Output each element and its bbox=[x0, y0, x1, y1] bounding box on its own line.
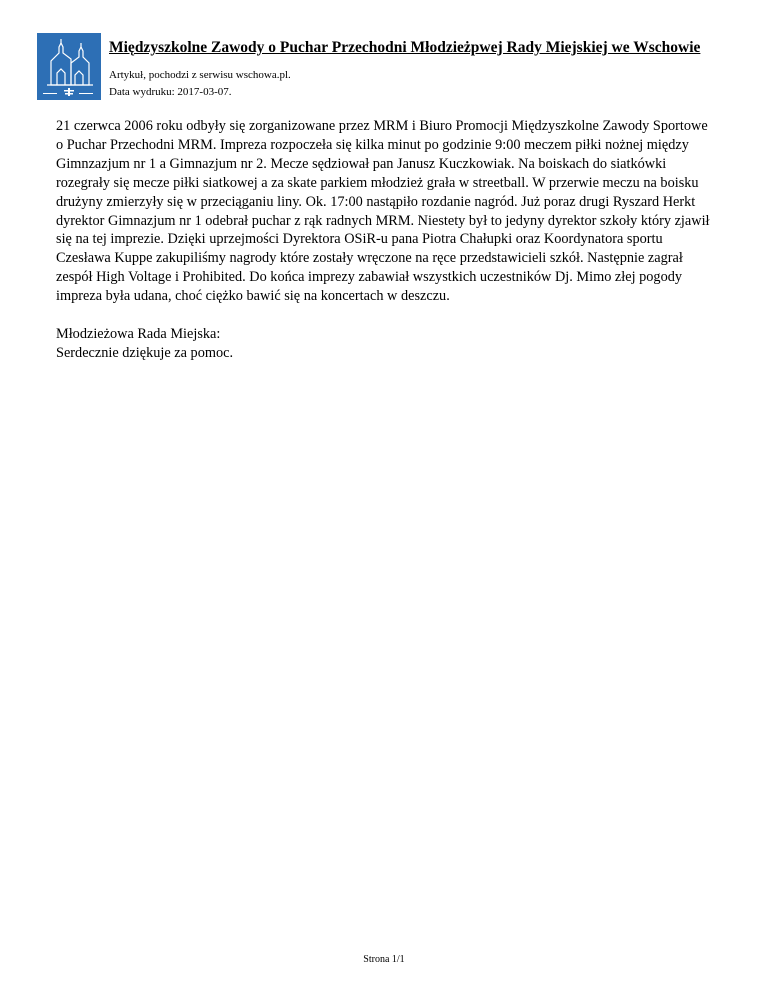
site-logo bbox=[37, 33, 101, 100]
article-body bbox=[56, 117, 716, 363]
page-number: Strona 1/1 bbox=[363, 954, 405, 965]
article-title[interactable]: Międzyszkolne Zawody o Puchar Przechodni Młodzieżpwej Rady Miejskiej we Wschowie bbox=[109, 39, 701, 56]
article-paragraph: 21 czerwca 2006 roku odbyły się zorganizowane przez MRM i Biuro Promocji Międzyszkolne Zawody Sportowe o Puchar Przechodni MRM. Impreza rozpoczeła się kilka minut po godzinie 9:00 meczem piłki nożnej między Gimnzazjum nr 1 a Gimnazjum nr 2. Mecze sędziował pan Janusz Kuczkowiak. Na boiskach do siatkówki rozegrały się mecze piłki siatkowej a za skate parkiem młodzież grała w streetball. W przerwie meczu na boisku drużyny zmierzyły się w przeciąganiu liny. Ok. 17:00 nastąpiło rozdanie nagród. Już poraz drugi Ryszard Herkt dyrektor Gimnazjum nr 1 odebrał puchar z rąk radnych MRM. Niestety był to jedyny dyrektor szkoły który zjawił się na tej imprezie. Dzięki uprzejmości Dyrektora OSiR-u pana Piotra Chałupki oraz Koordynatora sportu Czesława Kuppe zakupiliśmy nagrody które zostały wręczone na ręce przedstawicieli szkół. Następnie zagrał zespół High Voltage i Prohibited. Do końca imprezy zabawiał wszystkich uczestników Dj. Mimo złej pogody impreza była udana, choć ciężko bawić się na koncertach w deszczu. bbox=[56, 118, 710, 305]
article-source: Artykuł, pochodzi z serwisu wschowa.pl. bbox=[109, 69, 291, 81]
article-thanks: Serdecznie dziękuje za pomoc. bbox=[56, 344, 234, 361]
town-hall-icon bbox=[37, 33, 101, 100]
article-signature: Młodzieżowa Rada Miejska: bbox=[56, 325, 221, 342]
print-date: Data wydruku: 2017-03-07. bbox=[109, 86, 232, 98]
